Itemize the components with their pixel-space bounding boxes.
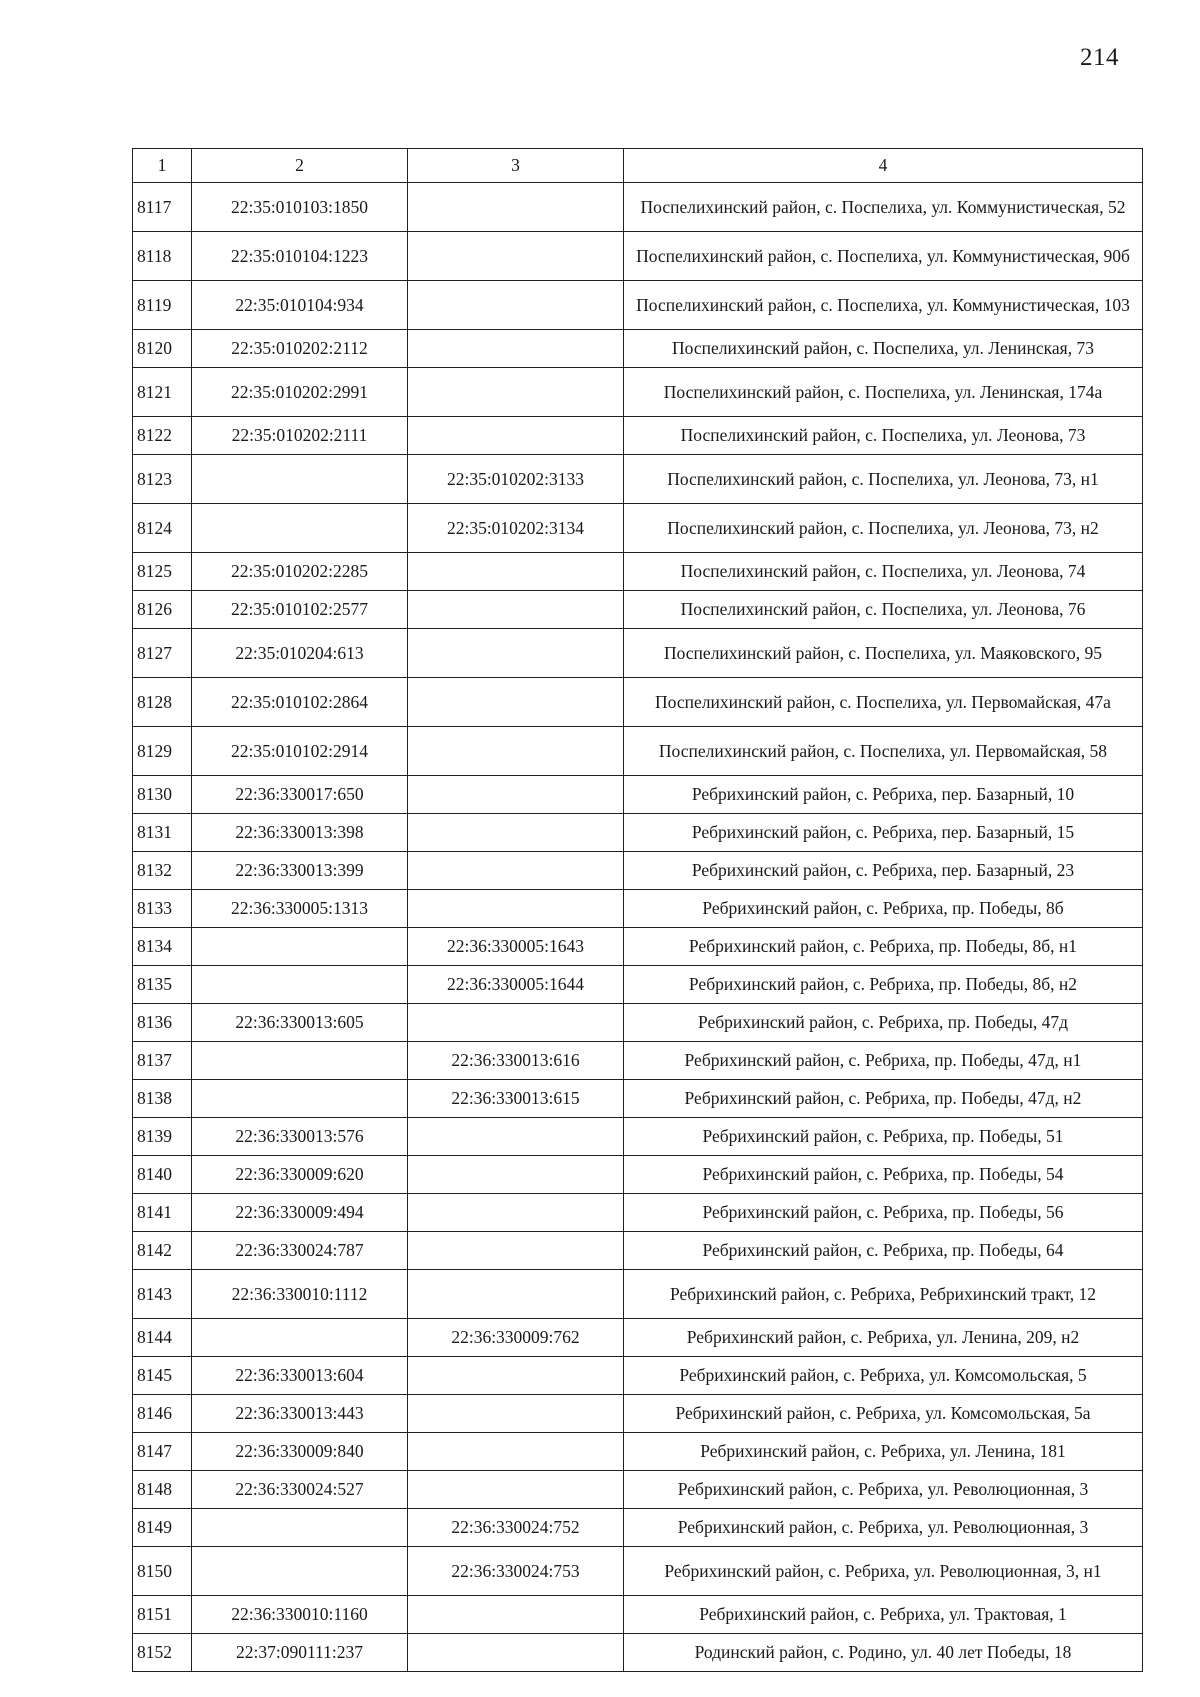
- cadastral-premises-number-cell: 22:35:010202:3133: [408, 455, 624, 504]
- registry-table: [132, 148, 1143, 1672]
- row-number-cell: 8145: [133, 1357, 192, 1395]
- row-number-cell: 8148: [133, 1471, 192, 1509]
- cadastral-premises-number-cell: 22:36:330005:1643: [408, 928, 624, 966]
- row-number-cell: 8141: [133, 1194, 192, 1232]
- cadastral-number-cell: 22:35:010202:2112: [192, 330, 408, 368]
- table-row: [133, 1232, 1143, 1270]
- cadastral-number-cell: 22:35:010104:934: [192, 281, 408, 330]
- cadastral-premises-number-cell: [408, 1395, 624, 1433]
- row-number-cell: 8144: [133, 1319, 192, 1357]
- address-cell: Ребрихинский район, с. Ребриха, ул. Революционная, 3: [624, 1471, 1143, 1509]
- cadastral-number-cell: [192, 1319, 408, 1357]
- table-row: [133, 928, 1143, 966]
- table-row: [133, 1156, 1143, 1194]
- table-row: [133, 1042, 1143, 1080]
- row-number-cell: 8152: [133, 1634, 192, 1672]
- table-row: [133, 1118, 1143, 1156]
- address-cell: Ребрихинский район, с. Ребриха, пр. Победы, 64: [624, 1232, 1143, 1270]
- cadastral-premises-number-cell: [408, 1634, 624, 1672]
- cadastral-premises-number-cell: [408, 776, 624, 814]
- row-number-cell: 8133: [133, 890, 192, 928]
- address-cell: Ребрихинский район, с. Ребриха, ул. Революционная, 3: [624, 1509, 1143, 1547]
- cadastral-number-cell: 22:36:330009:840: [192, 1433, 408, 1471]
- cadastral-premises-number-cell: [408, 678, 624, 727]
- cadastral-premises-number-cell: [408, 1194, 624, 1232]
- address-cell: Ребрихинский район, с. Ребриха, Ребрихинский тракт, 12: [624, 1270, 1143, 1319]
- row-number-cell: 8127: [133, 629, 192, 678]
- row-number-cell: 8138: [133, 1080, 192, 1118]
- row-number-cell: 8139: [133, 1118, 192, 1156]
- cadastral-premises-number-cell: 22:36:330005:1644: [408, 966, 624, 1004]
- row-number-cell: 8147: [133, 1433, 192, 1471]
- cadastral-number-cell: 22:36:330013:604: [192, 1357, 408, 1395]
- address-cell: Ребрихинский район, с. Ребриха, пр. Победы, 8б, н2: [624, 966, 1143, 1004]
- cadastral-premises-number-cell: [408, 1004, 624, 1042]
- cadastral-premises-number-cell: [408, 1270, 624, 1319]
- cadastral-premises-number-cell: [408, 814, 624, 852]
- address-cell: Ребрихинский район, с. Ребриха, ул. Комсомольская, 5: [624, 1357, 1143, 1395]
- address-cell: Ребрихинский район, с. Ребриха, пр. Победы, 56: [624, 1194, 1143, 1232]
- registry-table-body: [133, 183, 1143, 1672]
- row-number-cell: 8123: [133, 455, 192, 504]
- table-header-row: [133, 149, 1143, 183]
- table-row: [133, 232, 1143, 281]
- cadastral-number-cell: 22:36:330024:527: [192, 1471, 408, 1509]
- address-cell: Ребрихинский район, с. Ребриха, ул. Трактовая, 1: [624, 1596, 1143, 1634]
- cadastral-premises-number-cell: 22:35:010202:3134: [408, 504, 624, 553]
- table-row: [133, 1270, 1143, 1319]
- cadastral-number-cell: [192, 966, 408, 1004]
- table-row: [133, 727, 1143, 776]
- cadastral-premises-number-cell: [408, 417, 624, 455]
- cadastral-premises-number-cell: [408, 1156, 624, 1194]
- cadastral-premises-number-cell: [408, 629, 624, 678]
- table-row: [133, 183, 1143, 232]
- table-row: [133, 1395, 1143, 1433]
- cadastral-number-cell: 22:35:010102:2914: [192, 727, 408, 776]
- row-number-cell: 8149: [133, 1509, 192, 1547]
- cadastral-number-cell: 22:35:010102:2864: [192, 678, 408, 727]
- cadastral-number-cell: 22:36:330009:494: [192, 1194, 408, 1232]
- cadastral-premises-number-cell: 22:36:330013:615: [408, 1080, 624, 1118]
- row-number-cell: 8137: [133, 1042, 192, 1080]
- row-number-cell: 8143: [133, 1270, 192, 1319]
- cadastral-premises-number-cell: [408, 232, 624, 281]
- table-row: [133, 1634, 1143, 1672]
- cadastral-number-cell: [192, 1509, 408, 1547]
- row-number-cell: 8126: [133, 591, 192, 629]
- row-number-cell: 8131: [133, 814, 192, 852]
- table-row: [133, 966, 1143, 1004]
- table-row: [133, 368, 1143, 417]
- table-row: [133, 852, 1143, 890]
- cadastral-number-cell: [192, 1080, 408, 1118]
- row-number-cell: 8142: [133, 1232, 192, 1270]
- address-cell: Ребрихинский район, с. Ребриха, ул. Революционная, 3, н1: [624, 1547, 1143, 1596]
- table-row: [133, 591, 1143, 629]
- cadastral-premises-number-cell: [408, 1596, 624, 1634]
- row-number-cell: 8119: [133, 281, 192, 330]
- address-cell: Поспелихинский район, с. Поспелиха, ул. Ленинская, 73: [624, 330, 1143, 368]
- row-number-cell: 8120: [133, 330, 192, 368]
- table-row: [133, 1319, 1143, 1357]
- cadastral-number-cell: 22:36:330013:399: [192, 852, 408, 890]
- address-cell: Ребрихинский район, с. Ребриха, пр. Победы, 47д, н2: [624, 1080, 1143, 1118]
- table-row: [133, 455, 1143, 504]
- table-row: [133, 629, 1143, 678]
- table-row: [133, 1357, 1143, 1395]
- cadastral-number-cell: [192, 1042, 408, 1080]
- row-number-cell: 8130: [133, 776, 192, 814]
- row-number-cell: 8117: [133, 183, 192, 232]
- column-header-1: 1: [133, 149, 192, 183]
- address-cell: Ребрихинский район, с. Ребриха, пр. Победы, 8б, н1: [624, 928, 1143, 966]
- table-row: [133, 330, 1143, 368]
- cadastral-premises-number-cell: [408, 1232, 624, 1270]
- address-cell: Ребрихинский район, с. Ребриха, ул. Ленина, 181: [624, 1433, 1143, 1471]
- address-cell: Поспелихинский район, с. Поспелиха, ул. Леонова, 76: [624, 591, 1143, 629]
- address-cell: Поспелихинский район, с. Поспелиха, ул. Леонова, 73: [624, 417, 1143, 455]
- cadastral-premises-number-cell: [408, 1433, 624, 1471]
- table-row: [133, 1004, 1143, 1042]
- table-row: [133, 1547, 1143, 1596]
- cadastral-premises-number-cell: [408, 1357, 624, 1395]
- table-row: [133, 1596, 1143, 1634]
- address-cell: Поспелихинский район, с. Поспелиха, ул. Коммунистическая, 52: [624, 183, 1143, 232]
- cadastral-number-cell: 22:35:010202:2285: [192, 553, 408, 591]
- cadastral-number-cell: [192, 1547, 408, 1596]
- address-cell: Ребрихинский район, с. Ребриха, пер. Базарный, 15: [624, 814, 1143, 852]
- cadastral-premises-number-cell: [408, 852, 624, 890]
- cadastral-premises-number-cell: [408, 281, 624, 330]
- address-cell: Ребрихинский район, с. Ребриха, пер. Базарный, 10: [624, 776, 1143, 814]
- address-cell: Ребрихинский район, с. Ребриха, ул. Ленина, 209, н2: [624, 1319, 1143, 1357]
- address-cell: Поспелихинский район, с. Поспелиха, ул. Коммунистическая, 103: [624, 281, 1143, 330]
- table-row: [133, 417, 1143, 455]
- row-number-cell: 8118: [133, 232, 192, 281]
- table-row: [133, 1194, 1143, 1232]
- row-number-cell: 8146: [133, 1395, 192, 1433]
- row-number-cell: 8135: [133, 966, 192, 1004]
- cadastral-number-cell: 22:36:330009:620: [192, 1156, 408, 1194]
- table-row: [133, 1080, 1143, 1118]
- cadastral-number-cell: 22:36:330013:605: [192, 1004, 408, 1042]
- cadastral-number-cell: 22:35:010103:1850: [192, 183, 408, 232]
- cadastral-number-cell: [192, 504, 408, 553]
- address-cell: Ребрихинский район, с. Ребриха, пр. Победы, 47д: [624, 1004, 1143, 1042]
- row-number-cell: 8124: [133, 504, 192, 553]
- cadastral-number-cell: 22:35:010202:2111: [192, 417, 408, 455]
- address-cell: Поспелихинский район, с. Поспелиха, ул. Первомайская, 47а: [624, 678, 1143, 727]
- cadastral-premises-number-cell: [408, 591, 624, 629]
- address-cell: Поспелихинский район, с. Поспелиха, ул. Ленинская, 174а: [624, 368, 1143, 417]
- row-number-cell: 8150: [133, 1547, 192, 1596]
- cadastral-number-cell: 22:36:330017:650: [192, 776, 408, 814]
- table-row: [133, 776, 1143, 814]
- table-row: [133, 281, 1143, 330]
- cadastral-premises-number-cell: 22:36:330013:616: [408, 1042, 624, 1080]
- cadastral-premises-number-cell: [408, 330, 624, 368]
- cadastral-number-cell: 22:36:330013:576: [192, 1118, 408, 1156]
- cadastral-premises-number-cell: 22:36:330024:752: [408, 1509, 624, 1547]
- row-number-cell: 8151: [133, 1596, 192, 1634]
- cadastral-premises-number-cell: [408, 368, 624, 417]
- cadastral-number-cell: 22:36:330013:443: [192, 1395, 408, 1433]
- cadastral-number-cell: 22:35:010104:1223: [192, 232, 408, 281]
- cadastral-number-cell: 22:35:010102:2577: [192, 591, 408, 629]
- table-row: [133, 1471, 1143, 1509]
- address-cell: Ребрихинский район, с. Ребриха, ул. Комсомольская, 5а: [624, 1395, 1143, 1433]
- row-number-cell: 8125: [133, 553, 192, 591]
- address-cell: Поспелихинский район, с. Поспелиха, ул. Первомайская, 58: [624, 727, 1143, 776]
- row-number-cell: 8134: [133, 928, 192, 966]
- cadastral-premises-number-cell: [408, 890, 624, 928]
- cadastral-number-cell: 22:36:330013:398: [192, 814, 408, 852]
- table-row: [133, 890, 1143, 928]
- row-number-cell: 8121: [133, 368, 192, 417]
- table-row: [133, 814, 1143, 852]
- cadastral-premises-number-cell: [408, 553, 624, 591]
- row-number-cell: 8132: [133, 852, 192, 890]
- column-header-4: 4: [624, 149, 1143, 183]
- column-header-2: 2: [192, 149, 408, 183]
- cadastral-number-cell: 22:35:010202:2991: [192, 368, 408, 417]
- row-number-cell: 8129: [133, 727, 192, 776]
- address-cell: Ребрихинский район, с. Ребриха, пр. Победы, 51: [624, 1118, 1143, 1156]
- address-cell: Поспелихинский район, с. Поспелиха, ул. Леонова, 73, н2: [624, 504, 1143, 553]
- cadastral-premises-number-cell: 22:36:330009:762: [408, 1319, 624, 1357]
- table-row: [133, 504, 1143, 553]
- cadastral-number-cell: 22:36:330024:787: [192, 1232, 408, 1270]
- cadastral-premises-number-cell: 22:36:330024:753: [408, 1547, 624, 1596]
- cadastral-number-cell: 22:36:330010:1112: [192, 1270, 408, 1319]
- cadastral-number-cell: [192, 455, 408, 504]
- cadastral-premises-number-cell: [408, 727, 624, 776]
- column-header-3: 3: [408, 149, 624, 183]
- address-cell: Ребрихинский район, с. Ребриха, пер. Базарный, 23: [624, 852, 1143, 890]
- row-number-cell: 8128: [133, 678, 192, 727]
- address-cell: Ребрихинский район, с. Ребриха, пр. Победы, 54: [624, 1156, 1143, 1194]
- address-cell: Поспелихинский район, с. Поспелиха, ул. Маяковского, 95: [624, 629, 1143, 678]
- cadastral-premises-number-cell: [408, 1471, 624, 1509]
- address-cell: Ребрихинский район, с. Ребриха, пр. Победы, 8б: [624, 890, 1143, 928]
- row-number-cell: 8122: [133, 417, 192, 455]
- row-number-cell: 8140: [133, 1156, 192, 1194]
- row-number-cell: 8136: [133, 1004, 192, 1042]
- cadastral-premises-number-cell: [408, 1118, 624, 1156]
- address-cell: Ребрихинский район, с. Ребриха, пр. Победы, 47д, н1: [624, 1042, 1143, 1080]
- address-cell: Поспелихинский район, с. Поспелиха, ул. Леонова, 73, н1: [624, 455, 1143, 504]
- address-cell: Поспелихинский район, с. Поспелиха, ул. Леонова, 74: [624, 553, 1143, 591]
- cadastral-number-cell: 22:35:010204:613: [192, 629, 408, 678]
- cadastral-premises-number-cell: [408, 183, 624, 232]
- cadastral-number-cell: 22:36:330010:1160: [192, 1596, 408, 1634]
- cadastral-number-cell: 22:36:330005:1313: [192, 890, 408, 928]
- address-cell: Родинский район, с. Родино, ул. 40 лет Победы, 18: [624, 1634, 1143, 1672]
- cadastral-number-cell: [192, 928, 408, 966]
- address-cell: Поспелихинский район, с. Поспелиха, ул. Коммунистическая, 90б: [624, 232, 1143, 281]
- table-row: [133, 1509, 1143, 1547]
- table-row: [133, 678, 1143, 727]
- page-number: 214: [1080, 44, 1119, 71]
- cadastral-number-cell: 22:37:090111:237: [192, 1634, 408, 1672]
- table-row: [133, 1433, 1143, 1471]
- table-row: [133, 553, 1143, 591]
